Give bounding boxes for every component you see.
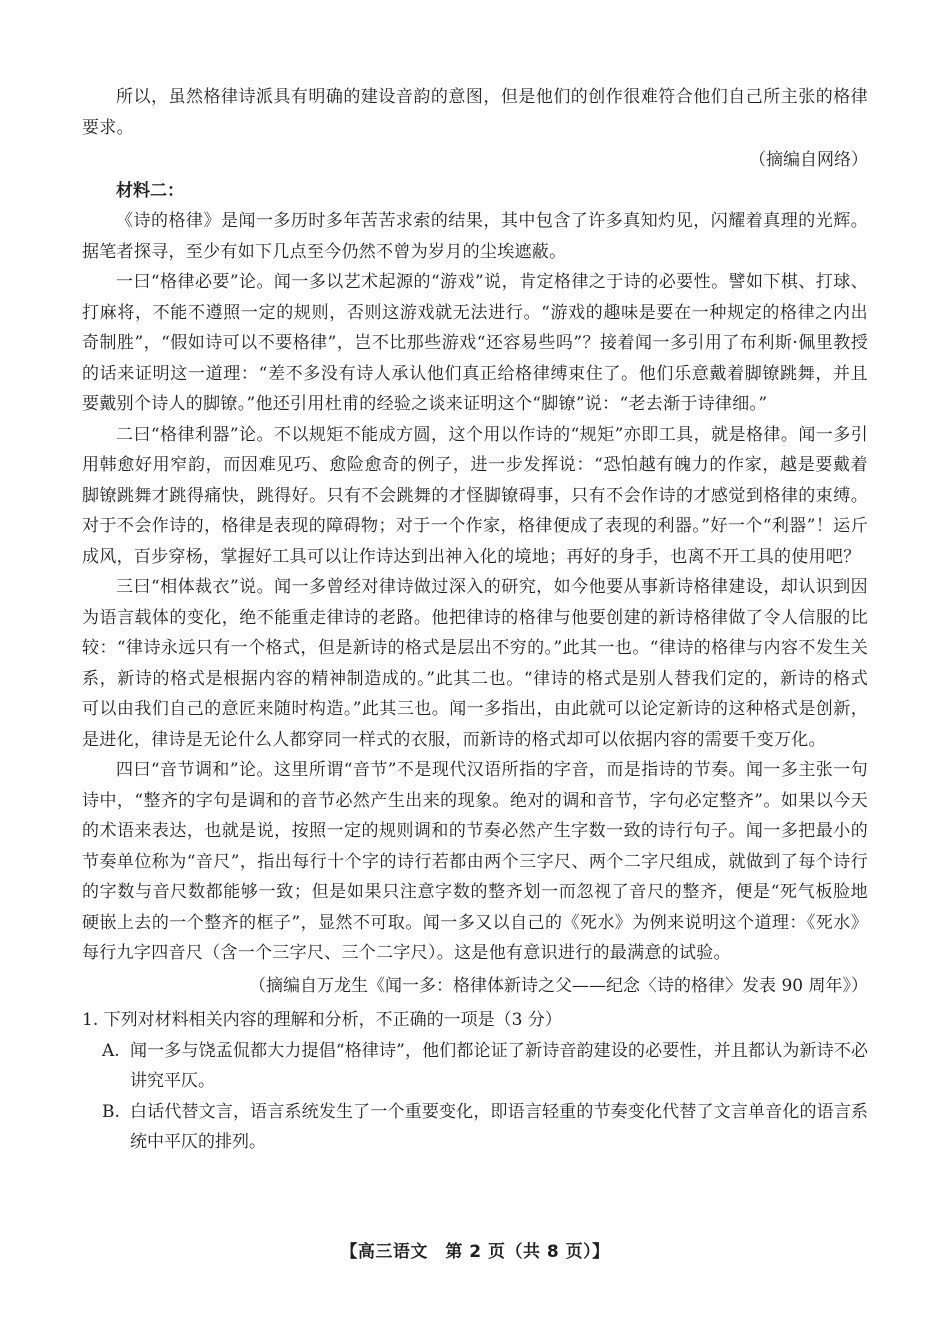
material2-paragraph-gelv-biyao: 一曰“格律必要”论。闻一多以艺术起源的“游戏”说，肯定格律之于诗的必要性。譬如下棋、打球、打麻将，不能不遵照一定的规则，否则这游戏就无法进行。“游戏的趣味是要在一种规定的格律之内出奇制胜”，“假如诗可以不要格律”，岂不比那些游戏“还容易些吗”？接着闻一多引用了布利斯·佩里教授的话来证明这一道理：“差不多没有诗人承认他们真正给格律缚束住了。他们乐意戴着脚镣跳舞，并且要戴别个诗人的脚镣。”他还引用杜甫的经验之谈来证明这个“脚镣”说：“老去渐于诗律细。”: [82, 272, 868, 414]
material2-paragraph-gelv-liqi: 二曰“格律利器”论。不以规矩不能成方圆，这个用以作诗的“规矩”亦即工具，就是格律。闻一多引用韩愈好用窄韵，而因难见巧、愈险愈奇的例子，进一步发挥说：“恐怕越有魄力的作家，越是要戴着脚镣跳舞才跳得痛快，跳得好。只有不会跳舞的才怪脚镣碍事，只有不会作诗的才感觉到格律的束缚。对于不会作诗的，格律是表现的障碍物；对于一个作家，格律便成了表现的利器。”好一个“利器”！运斤成风，百步穿杨，掌握好工具可以让作诗达到出神入化的境地；再好的身手，也离不开工具的使用吧？: [82, 424, 868, 567]
material2-source: （摘编自万龙生《闻一多：格律体新诗之父——纪念〈诗的格律〉发表 90 周年》）: [249, 975, 868, 996]
material2-paragraph-intro: 《诗的格律》是闻一多历时多年苦苦求索的结果，其中包含了许多真知灼见，闪耀着真理的光辉。据笔者探寻，至少有如下几点至今仍然不曾为岁月的尘埃遮蔽。: [82, 211, 868, 262]
question-1-option-b[interactable]: [82, 1097, 868, 1158]
material1-source: （摘编自网络）: [749, 150, 868, 170]
question-1-stem: 1. 下列对材料相关内容的理解和分析，不正确的一项是（3 分）: [82, 1010, 562, 1030]
material1-closing-paragraph: 所以，虽然格律诗派具有明确的建设音韵的意图，但是他们的创作很难符合他们自己所主张的格律要求。: [82, 87, 868, 138]
option-a-label: A.: [102, 1040, 120, 1061]
page-footer: 【高三语文 第 2 页（共 8 页）】: [340, 1242, 610, 1262]
option-b-label: B.: [102, 1101, 120, 1122]
material2-heading: 材料二：: [116, 180, 184, 201]
option-b-text: 白话代替文言，语言系统发生了一个重要变化，即语言轻重的节奏变化代替了文言单音化的语言系统中平仄的排列。: [130, 1101, 868, 1152]
material2-paragraph-yinjie-tiaohe: 四曰“音节调和”论。这里所谓“音节”不是现代汉语所指的字音，而是指诗的节奏。闻一多主张一句诗中，“整齐的字句是调和的音节必然产生出来的现象。绝对的调和音节，字句必定整齐”。如果以今天的术语来表达，也就是说，按照一定的规则调和的节奏必然产生字数一致的诗行句子。闻一多把最小的节奏单位称为“音尺”，指出每行十个字的诗行若都由两个三字尺、两个二字尺组成，就做到了每个诗行的字数与音尺数都能够一致；但是如果只注意字数的整齐划一而忽视了音尺的整齐，便是“死气板脸地硬嵌上去的一个整齐的框子”，显然不可取。闻一多又以自己的《死水》为例来说明这个道理：《死水》每行九字四音尺（含一个三字尺、三个二字尺）。这是他有意识进行的最满意的试验。: [82, 760, 868, 963]
question-1-option-a[interactable]: [82, 1036, 868, 1097]
question-1: [82, 1005, 868, 1158]
option-a-text: 闻一多与饶孟侃都大力提倡“格律诗”，他们都论证了新诗音韵建设的必要性，并且都认为新诗不必讲究平仄。: [130, 1040, 868, 1091]
material2-paragraph-xiangti-caiyi: 三曰“相体裁衣”说。闻一多曾经对律诗做过深入的研究，如今他要从事新诗格律建设，却认识到因为语言载体的变化，绝不能重走律诗的老路。他把律诗的格律与他要创建的新诗格律做了令人信服的比较：“律诗永远只有一个格式，但是新诗的格式是层出不穷的。”此其一也。“律诗的格律与内容不发生关系，新诗的格式是根据内容的精神制造成的。”此其二也。“律诗的格式是别人替我们定的，新诗的格式可以由我们自己的意匠来随时构造。”此其三也。闻一多指出，由此就可以论定新诗的这种格式是创新，是进化，律诗是无论什么人都穿同一样式的衣服，而新诗的格式却可以依据内容的需要千变万化。: [82, 577, 868, 750]
